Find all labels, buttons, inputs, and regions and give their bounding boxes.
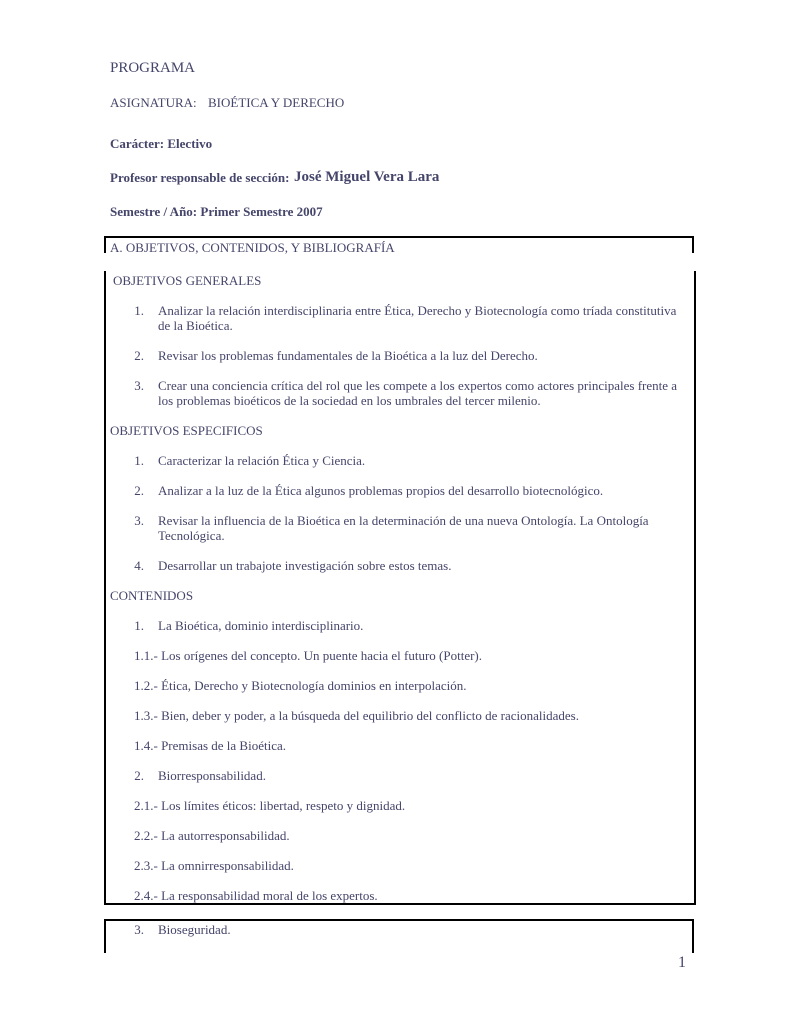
contenido-subitem: 2.4.- La responsabilidad moral de los expertos. <box>134 888 378 903</box>
semestre-line: Semestre / Año: Primer Semestre 2007 <box>110 204 323 219</box>
asignatura-value: BIOÉTICA Y DERECHO <box>208 95 345 110</box>
list-item-line: Crear una conciencia crítica del rol que les compete a los expertos como actores principales frente a <box>158 378 678 393</box>
list-number: 3. <box>134 378 144 393</box>
objetivos-generales-title: OBJETIVOS GENERALES <box>113 273 262 288</box>
contenido-subitem: 1.3.- Bien, deber y poder, a la búsqueda del equilibrio del conflicto de racionalidades. <box>134 708 579 723</box>
list-number: 2. <box>134 348 144 363</box>
section-a-title: A. OBJETIVOS, CONTENIDOS, Y BIBLIOGRAFÍA <box>110 240 395 255</box>
list-number: 2. <box>134 768 144 783</box>
list-item-line: de la Bioética. <box>158 318 233 333</box>
list-number: 1. <box>134 453 144 468</box>
list-item-line: Revisar la influencia de la Bioética en la determinación de una nueva Ontología. La Ontología <box>158 513 649 528</box>
list-item-line: Caracterizar la relación Ética y Ciencia. <box>158 453 366 468</box>
list-number: 1. <box>134 618 144 633</box>
list-number: 3. <box>134 922 144 937</box>
contenido-subitem: 1.2.- Ética, Derecho y Biotecnología dominios en interpolación. <box>134 678 467 693</box>
list-number: 3. <box>134 513 144 528</box>
contenido-item: Biorresponsabilidad. <box>158 768 266 783</box>
contenido-subitem: 1.1.- Los orígenes del concepto. Un puente hacia el futuro (Potter). <box>134 648 482 663</box>
contenido-subitem: 2.3.- La omnirresponsabilidad. <box>134 858 294 873</box>
contenido-item: La Bioética, dominio interdisciplinario. <box>158 618 364 633</box>
list-number: 1. <box>134 303 144 318</box>
contenidos-title: CONTENIDOS <box>110 588 194 603</box>
contenido-subitem: 2.1.- Los límites éticos: libertad, respeto y dignidad. <box>134 798 406 813</box>
list-item-line: Analizar la relación interdisciplinaria entre Ética, Derecho y Biotecnología como tríada constitutiva <box>158 303 677 318</box>
list-item-line: Revisar los problemas fundamentales de la Bioética a la luz del Derecho. <box>158 348 538 363</box>
asignatura-label: ASIGNATURA: <box>110 95 197 110</box>
contenido-subitem: 1.4.- Premisas de la Bioética. <box>134 738 286 753</box>
programa-heading: PROGRAMA <box>110 60 196 76</box>
contenido-item: Bioseguridad. <box>158 922 231 937</box>
list-item-line: Desarrollar un trabajote investigación sobre estos temas. <box>158 558 452 573</box>
profesor-label: Profesor responsable de sección: <box>110 170 290 185</box>
caracter-line: Carácter: Electivo <box>110 136 213 151</box>
profesor-name: José Miguel Vera Lara <box>294 169 440 185</box>
list-number: 4. <box>134 558 144 573</box>
contenido-subitem: 2.2.- La autorresponsabilidad. <box>134 828 290 843</box>
page-number: 1 <box>678 954 686 971</box>
list-item-line: los problemas bioéticos de la sociedad en los umbrales del tercer milenio. <box>158 393 541 408</box>
list-item-line: Tecnológica. <box>158 528 225 543</box>
list-item-line: Analizar a la luz de la Ética algunos problemas propios del desarrollo biotecnológico. <box>158 483 604 498</box>
list-number: 2. <box>134 483 144 498</box>
objetivos-especificos-title: OBJETIVOS ESPECIFICOS <box>110 423 263 438</box>
